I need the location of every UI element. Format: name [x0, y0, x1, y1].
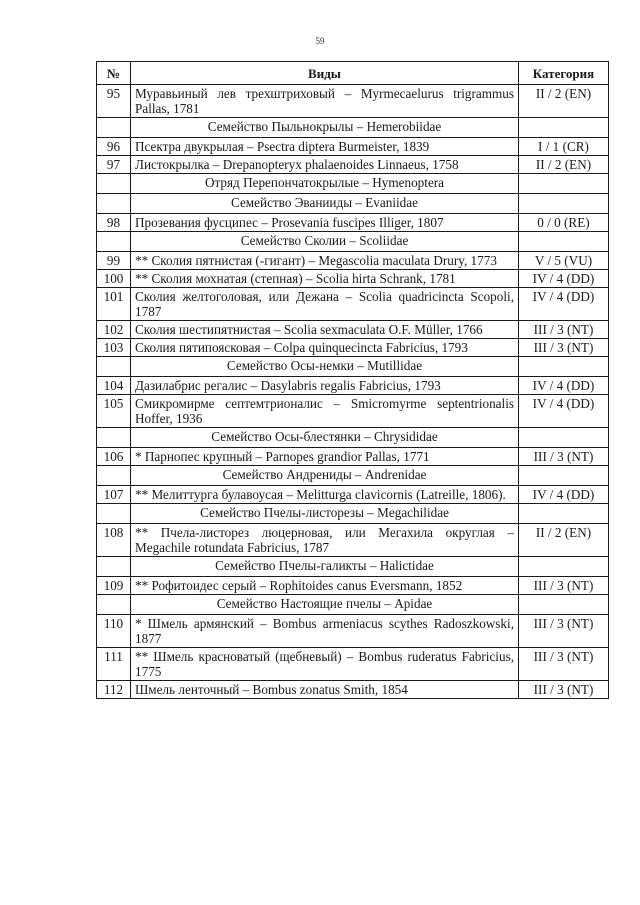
species-row	[97, 577, 609, 595]
column-header-number: №	[97, 62, 131, 85]
taxon-group-row	[97, 174, 609, 194]
species-category: II / 2 (EN)	[519, 524, 609, 557]
species-name: Смикромирме септемтрионалис – Smicromyrme septentrionalis Hoffer, 1936	[131, 395, 519, 428]
row-number-empty	[97, 357, 131, 377]
species-category: IV / 4 (DD)	[519, 486, 609, 504]
species-category: IV / 4 (DD)	[519, 288, 609, 321]
species-category: III / 3 (NT)	[519, 321, 609, 339]
category-empty	[519, 428, 609, 448]
species-name: Сколия шестипятнистая – Scolia sexmaculata O.F. Müller, 1766	[131, 321, 519, 339]
species-row	[97, 377, 609, 395]
species-row	[97, 270, 609, 288]
taxon-group-row	[97, 357, 609, 377]
row-number-empty	[97, 232, 131, 252]
species-category: III / 3 (NT)	[519, 681, 609, 699]
category-empty	[519, 466, 609, 486]
row-number-empty	[97, 504, 131, 524]
row-number-empty	[97, 595, 131, 615]
species-row	[97, 648, 609, 681]
species-number: 104	[97, 377, 131, 395]
taxon-group-row	[97, 595, 609, 615]
taxon-group-title: Семейство Пчелы-листорезы – Megachilidae	[131, 504, 519, 524]
species-row	[97, 339, 609, 357]
row-number-empty	[97, 174, 131, 194]
category-empty	[519, 232, 609, 252]
species-row	[97, 85, 609, 118]
species-number: 95	[97, 85, 131, 118]
species-name: Сколия пятипоясковая – Colpa quinquecincta Fabricius, 1793	[131, 339, 519, 357]
taxon-group-title: Семейство Пыльнокрылы – Hemerobiidae	[131, 118, 519, 138]
species-row	[97, 138, 609, 156]
species-category: 0 / 0 (RE)	[519, 214, 609, 232]
row-number-empty	[97, 428, 131, 448]
species-row	[97, 395, 609, 428]
species-name: Прозевания фусципес – Prosevania fuscipes Illiger, 1807	[131, 214, 519, 232]
taxon-group-row	[97, 466, 609, 486]
species-category: II / 2 (EN)	[519, 156, 609, 174]
taxon-group-title: Семейство Осы-блестянки – Chrysididae	[131, 428, 519, 448]
species-row	[97, 524, 609, 557]
row-number-empty	[97, 557, 131, 577]
taxon-group-title: Семейство Сколии – Scoliidae	[131, 232, 519, 252]
taxon-group-row	[97, 557, 609, 577]
species-category: III / 3 (NT)	[519, 577, 609, 595]
category-empty	[519, 357, 609, 377]
taxon-group-title: Семейство Пчелы-галикты – Halictidae	[131, 557, 519, 577]
species-number: 97	[97, 156, 131, 174]
category-empty	[519, 118, 609, 138]
species-table	[96, 61, 609, 699]
row-number-empty	[97, 466, 131, 486]
category-empty	[519, 557, 609, 577]
species-number: 108	[97, 524, 131, 557]
species-name: ** Сколия мохнатая (степная) – Scolia hirta Schrank, 1781	[131, 270, 519, 288]
species-row	[97, 681, 609, 699]
category-empty	[519, 174, 609, 194]
species-number: 96	[97, 138, 131, 156]
row-number-empty	[97, 194, 131, 214]
species-name: Псектра двукрылая – Psectra diptera Burmeister, 1839	[131, 138, 519, 156]
category-empty	[519, 194, 609, 214]
taxon-group-title: Семейство Эванииды – Evaniidae	[131, 194, 519, 214]
page-number: 59	[315, 36, 325, 46]
taxon-group-row	[97, 194, 609, 214]
taxon-group-title: Семейство Андрениды – Andrenidae	[131, 466, 519, 486]
taxon-group-row	[97, 232, 609, 252]
species-number: 103	[97, 339, 131, 357]
taxon-group-title: Семейство Настоящие пчелы – Apidae	[131, 595, 519, 615]
species-category: I / 1 (CR)	[519, 138, 609, 156]
species-row	[97, 321, 609, 339]
species-number: 111	[97, 648, 131, 681]
species-name: ** Пчела-листорез люцерновая, или Мегахила округлая – Megachile rotundata Fabricius, 1787	[131, 524, 519, 557]
species-number: 98	[97, 214, 131, 232]
species-category: III / 3 (NT)	[519, 648, 609, 681]
species-name: * Шмель армянский – Bombus armeniacus scythes Radoszkowski, 1877	[131, 615, 519, 648]
taxon-group-title: Отряд Перепончатокрылые – Hymenoptera	[131, 174, 519, 194]
species-row	[97, 486, 609, 504]
species-number: 107	[97, 486, 131, 504]
species-number: 99	[97, 252, 131, 270]
species-row	[97, 156, 609, 174]
column-header-category: Категория	[519, 62, 609, 85]
species-category: IV / 4 (DD)	[519, 377, 609, 395]
taxon-group-row	[97, 118, 609, 138]
species-category: IV / 4 (DD)	[519, 395, 609, 428]
taxon-group-title: Семейство Осы-немки – Mutillidae	[131, 357, 519, 377]
taxon-group-row	[97, 428, 609, 448]
species-name: * Парнопес крупный – Parnopes grandior Pallas, 1771	[131, 448, 519, 466]
category-empty	[519, 504, 609, 524]
species-name: ** Сколия пятнистая (-гигант) – Megascolia maculata Drury, 1773	[131, 252, 519, 270]
species-row	[97, 288, 609, 321]
species-category: V / 5 (VU)	[519, 252, 609, 270]
species-row	[97, 448, 609, 466]
category-empty	[519, 595, 609, 615]
species-name: Листокрылка – Drepanopteryx phalaenoides Linnaeus, 1758	[131, 156, 519, 174]
species-number: 110	[97, 615, 131, 648]
species-name: ** Рофитоидес серый – Rophitoides canus Eversmann, 1852	[131, 577, 519, 595]
species-number: 112	[97, 681, 131, 699]
species-name: Дазилабрис регалис – Dasylabris regalis Fabricius, 1793	[131, 377, 519, 395]
species-number: 102	[97, 321, 131, 339]
species-number: 106	[97, 448, 131, 466]
species-number: 101	[97, 288, 131, 321]
column-header-species: Виды	[131, 62, 519, 85]
species-number: 105	[97, 395, 131, 428]
species-category: IV / 4 (DD)	[519, 270, 609, 288]
species-number: 109	[97, 577, 131, 595]
species-name: ** Шмель красноватый (щебневый) – Bombus ruderatus Fabricius, 1775	[131, 648, 519, 681]
species-name: Сколия желтоголовая, или Дежана – Scolia quadricincta Scopoli, 1787	[131, 288, 519, 321]
species-row	[97, 252, 609, 270]
species-category: III / 3 (NT)	[519, 448, 609, 466]
species-row	[97, 615, 609, 648]
species-row	[97, 214, 609, 232]
row-number-empty	[97, 118, 131, 138]
species-category: III / 3 (NT)	[519, 615, 609, 648]
species-number: 100	[97, 270, 131, 288]
species-name: ** Мелиттурга булавоусая – Melitturga clavicornis (Latreille, 1806).	[131, 486, 519, 504]
species-category: III / 3 (NT)	[519, 339, 609, 357]
species-name: Шмель ленточный – Bombus zonatus Smith, 1854	[131, 681, 519, 699]
taxon-group-row	[97, 504, 609, 524]
species-name: Муравьиный лев трехштриховый – Myrmecaelurus trigrammus Pallas, 1781	[131, 85, 519, 118]
table-header-row	[97, 62, 609, 85]
species-category: II / 2 (EN)	[519, 85, 609, 118]
